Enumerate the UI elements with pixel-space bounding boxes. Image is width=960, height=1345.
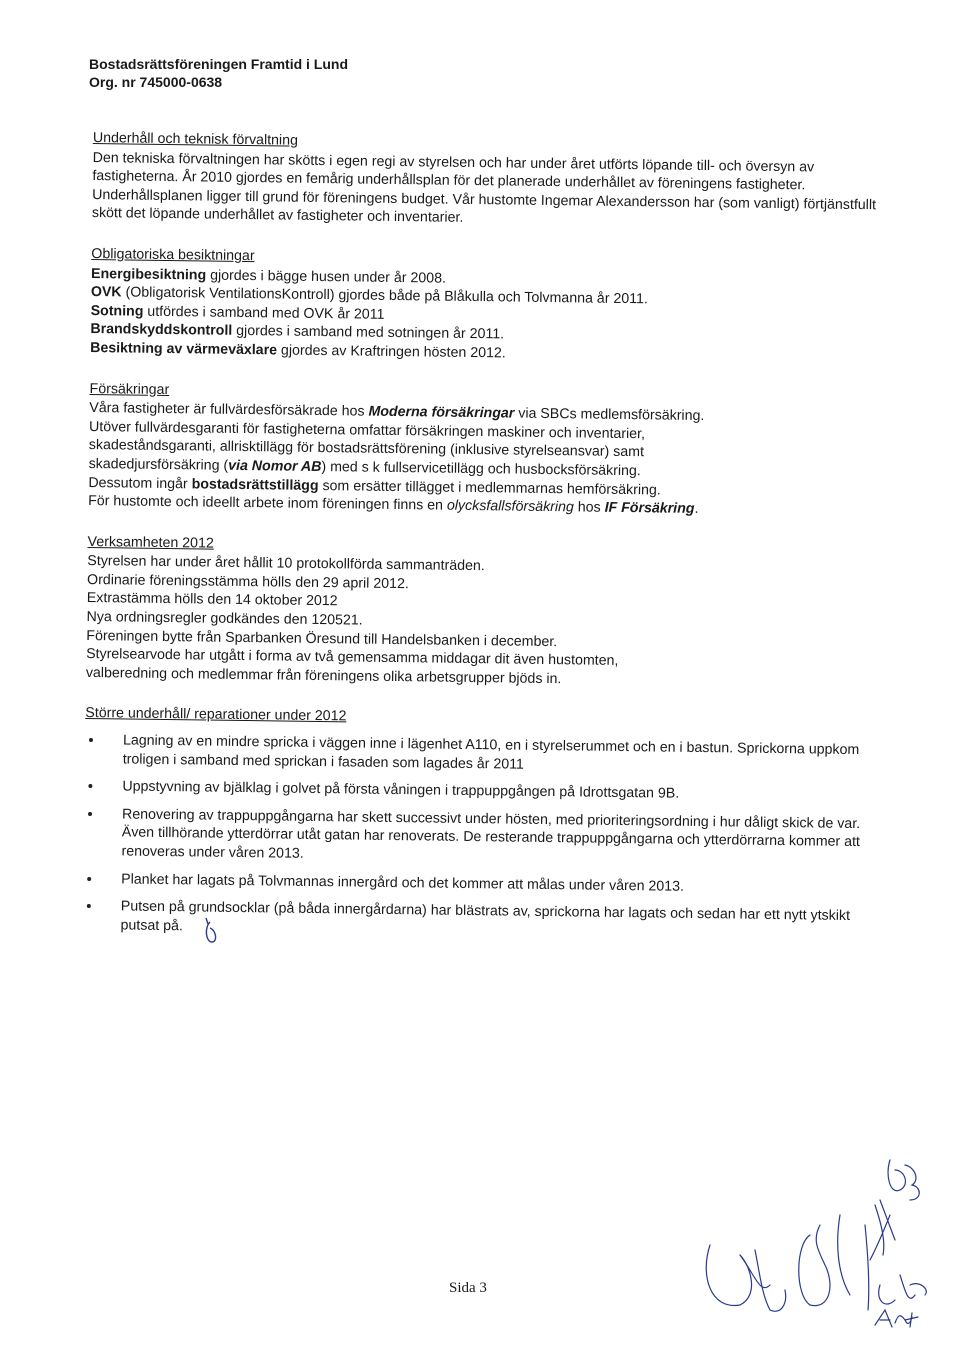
repairs-list xyxy=(82,731,875,945)
inspection-label: Besiktning av värmeväxlare xyxy=(90,339,278,359)
inspection-text: utfördes i samband med OVK år 2011 xyxy=(143,303,385,323)
section-maintenance xyxy=(92,129,883,233)
insurance-text: skadedjursförsäkring ( xyxy=(88,455,229,474)
insurance-text: som ersätter tillägget i medlemmarnas hemförsäkring. xyxy=(318,477,661,498)
insurer-name: via Nomor AB xyxy=(228,457,322,475)
activity-line: Styrelsen har under året hållit 10 protokollförda sammanträden. xyxy=(87,553,485,575)
list-item xyxy=(84,777,874,806)
section-heading: Verksamheten 2012 xyxy=(87,533,214,552)
section-inspections xyxy=(90,245,881,368)
insurer-name: Moderna försäkringar xyxy=(368,403,515,422)
bullet-icon xyxy=(87,877,91,881)
page-number: Sida 3 xyxy=(449,1280,487,1296)
insurance-text: För hustomte och ideellt arbete inom föreningen finns en xyxy=(88,493,448,514)
insurance-type: olycksfallsförsäkring xyxy=(446,497,574,516)
inspection-label: Brandskyddskontroll xyxy=(90,321,233,340)
activity-line: valberedning och medlemmar från föreningens olika arbetsgrupper bjöds in. xyxy=(85,664,562,688)
inspection-label: OVK xyxy=(90,284,122,301)
signatures xyxy=(700,1145,940,1340)
list-item-text: Uppstyvning av bjälklag i golvet på första våningen i trappuppgången på Idrottsgatan 9B. xyxy=(122,778,680,802)
handwritten-mark-icon xyxy=(200,916,224,951)
inspection-text: gjordes i samband med sotningen år 2011. xyxy=(232,323,505,343)
section-heading: Försäkringar xyxy=(89,380,170,398)
list-item-text: Planket har lagats på Tolvmannas innergård och det kommer att målas under våren 2013. xyxy=(121,871,685,895)
bullet-icon xyxy=(87,904,91,908)
insurance-text: . xyxy=(694,501,699,518)
insurance-addon: bostadsrättstillägg xyxy=(191,475,319,494)
bullet-icon xyxy=(89,738,93,742)
bullet-icon xyxy=(88,812,92,816)
insurance-line: Utöver fullvärdesgaranti för fastigheterna omfattar försäkringen maskiner och inventarier, xyxy=(88,418,646,442)
list-item-text: Lagning av en mindre spricka i väggen inne i lägenhet A110, en i styrelserummet och en i bastun. Sprickorna uppkom troligen i samband med sprickan i fasaden som lagades år 2011 xyxy=(122,732,860,773)
document-body xyxy=(82,129,883,967)
list-item xyxy=(83,870,873,899)
insurance-text: Dessutom ingår xyxy=(88,474,192,492)
letterhead xyxy=(89,55,348,91)
inspection-label: Sotning xyxy=(90,302,144,320)
list-item xyxy=(83,805,874,871)
activity-line: Ordinarie föreningsstämma hölls den 29 april 2012. xyxy=(86,571,409,593)
activity-line: Föreningen bytte från Sparbanken Öresund till Handelsbanken i december. xyxy=(86,627,558,650)
section-heading: Obligatoriska besiktningar xyxy=(91,245,255,265)
list-item-text: Putsen på grundsocklar (på båda innergårdarna) har blästrats av, sprickorna har lagats och sedan har ett nytt ytskikt putsat på. xyxy=(120,898,851,935)
section-activities xyxy=(86,533,878,693)
insurance-text: hos xyxy=(573,499,605,516)
organization-number: Org. nr 745000-0638 xyxy=(89,74,223,90)
list-item-text: Renovering av trappuppgångarna har skett successivt under hösten, med prioriteringsordning i hur dåligt skick de var. Även tillhörande ytterdörrar utåt gatan har renoverats. De resterande trappuppgångarna och ytterdörrarna kommer att renoveras under våren 2013. xyxy=(121,806,861,862)
activity-line: Nya ordningsregler godkändes den 120521. xyxy=(86,609,363,629)
list-item xyxy=(85,731,875,779)
activity-line: Extrastämma hölls den 14 oktober 2012 xyxy=(86,590,338,610)
inspection-label: Energibesiktning xyxy=(91,265,207,284)
insurance-text: Våra fastigheter är fullvärdesförsäkrade hos xyxy=(89,400,369,420)
insurance-text: ) med s k fullservicetillägg och husbocksförsäkring. xyxy=(321,458,641,480)
section-insurance xyxy=(88,380,880,521)
insurance-text: via SBCs medlemsförsäkring. xyxy=(514,405,705,425)
insurance-line: skadeståndsgaranti, allrisktillägg för bostadsrättsförening (inklusive styrelseansvar) samt xyxy=(88,437,645,461)
bullet-icon xyxy=(88,784,92,788)
maintenance-paragraph: Den tekniska förvaltningen har skötts i egen regi av styrelsen och har under året utförts löpande till- och översyn av fastigheterna. År 2010 gjordes en femårig underhållsplan för det planerade underhållet av föreningens fastigheter. Underhållsplanen ligger till grund för föreningens budget. Vår hustomte Ingemar Alexandersson har (som vanligt) förtjänstfullt skött det löpande underhållet av fastigheter och inventarier. xyxy=(91,149,877,227)
section-repairs xyxy=(82,704,875,944)
inspection-text: (Obligatorisk VentilationsKontroll) gjordes både på Blåkulla och Tolvmanna år 2011. xyxy=(121,284,648,308)
activity-line: Styrelsearvode har utgått i forma av två gemensamma middagar dit även hustomten, xyxy=(86,646,619,670)
organization-name: Bostadsrättsföreningen Framtid i Lund xyxy=(89,56,349,72)
insurer-name: IF Försäkring xyxy=(604,499,695,517)
section-heading: Större underhåll/ reparationer under 2012 xyxy=(85,705,347,725)
inspection-text: gjordes av Kraftringen hösten 2012. xyxy=(276,342,506,362)
section-heading: Underhåll och teknisk förvaltning xyxy=(92,129,299,149)
inspection-text: gjordes i bägge husen under år 2008. xyxy=(206,267,447,287)
